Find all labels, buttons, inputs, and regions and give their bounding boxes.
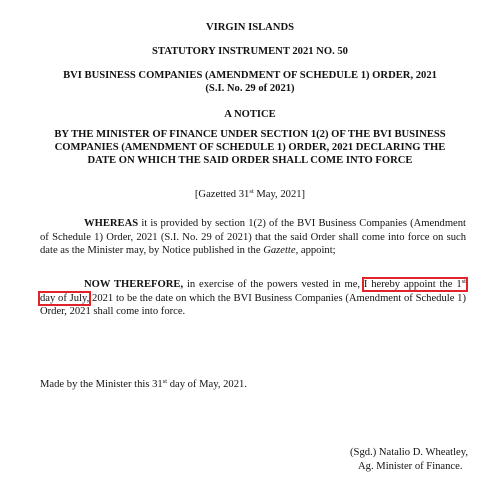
signature-block [350,446,468,473]
now-therefore-paragraph [40,278,466,319]
territory-heading: VIRGIN ISLANDS [205,22,294,33]
gazetted-prefix: [Gazetted 31 [194,189,250,200]
gazette-word: Gazette [263,245,296,256]
appointment-sup: st [461,278,466,285]
now-therefore-text: in exercise of the powers vested in me, [183,279,364,290]
appointment-text-a: I hereby appoint the 1 [363,279,462,290]
appointment-date-highlight: day of July, [40,292,90,304]
signatory-name: (Sgd.) Natalio D. Wheatley, [350,447,468,458]
made-by-suffix: day of May, 2021. [167,379,247,390]
order-title: BVI BUSINESS COMPANIES (AMENDMENT OF SCHEDULE 1) ORDER, 2021 [63,70,437,81]
signatory-title: Ag. Minister of Finance. [358,460,463,472]
notice-title: A NOTICE [224,109,276,120]
order-reference: (S.I. No. 29 of 2021) [205,83,295,94]
notice-description [0,128,500,167]
now-therefore-tail: 2021 to be the date on which the BVI Business Companies (Amendment of Schedule 1) Order, 2021 shall come into force. [40,292,466,317]
notice-description-line: BY THE MINISTER OF FINANCE UNDER SECTION 1(2) OF THE BVI BUSINESS [54,129,446,140]
now-therefore-lead: NOW THEREFORE, [84,279,184,290]
gazetted-sup: st [249,188,254,195]
notice-description-line: DATE ON WHICH THE SAID ORDER SHALL COME INTO FORCE [87,155,413,166]
whereas-text: it is provided by section 1(2) of the BVI Business Companies (Amendment of Schedule 1) Order, 2021 (S.I. No. 29 of 2021) that the said Order shall come into force on such date as the Minister may, by Notice published in the [40,218,466,256]
made-by-prefix: Made by the Minister this 31 [40,379,163,390]
appointment-highlight [364,279,466,290]
gazetted-date [0,188,500,201]
whereas-tail: , appoint; [295,245,336,256]
made-by-line [40,378,247,391]
whereas-paragraph [40,217,466,258]
instrument-number: STATUTORY INSTRUMENT 2021 NO. 50 [152,46,348,57]
made-by-sup: st [162,378,168,385]
notice-description-line: COMPANIES (AMENDMENT OF SCHEDULE 1) ORDER, 2021 DECLARING THE [54,142,446,153]
gazetted-suffix: May, 2021] [253,189,306,200]
whereas-lead: WHEREAS [84,218,139,229]
